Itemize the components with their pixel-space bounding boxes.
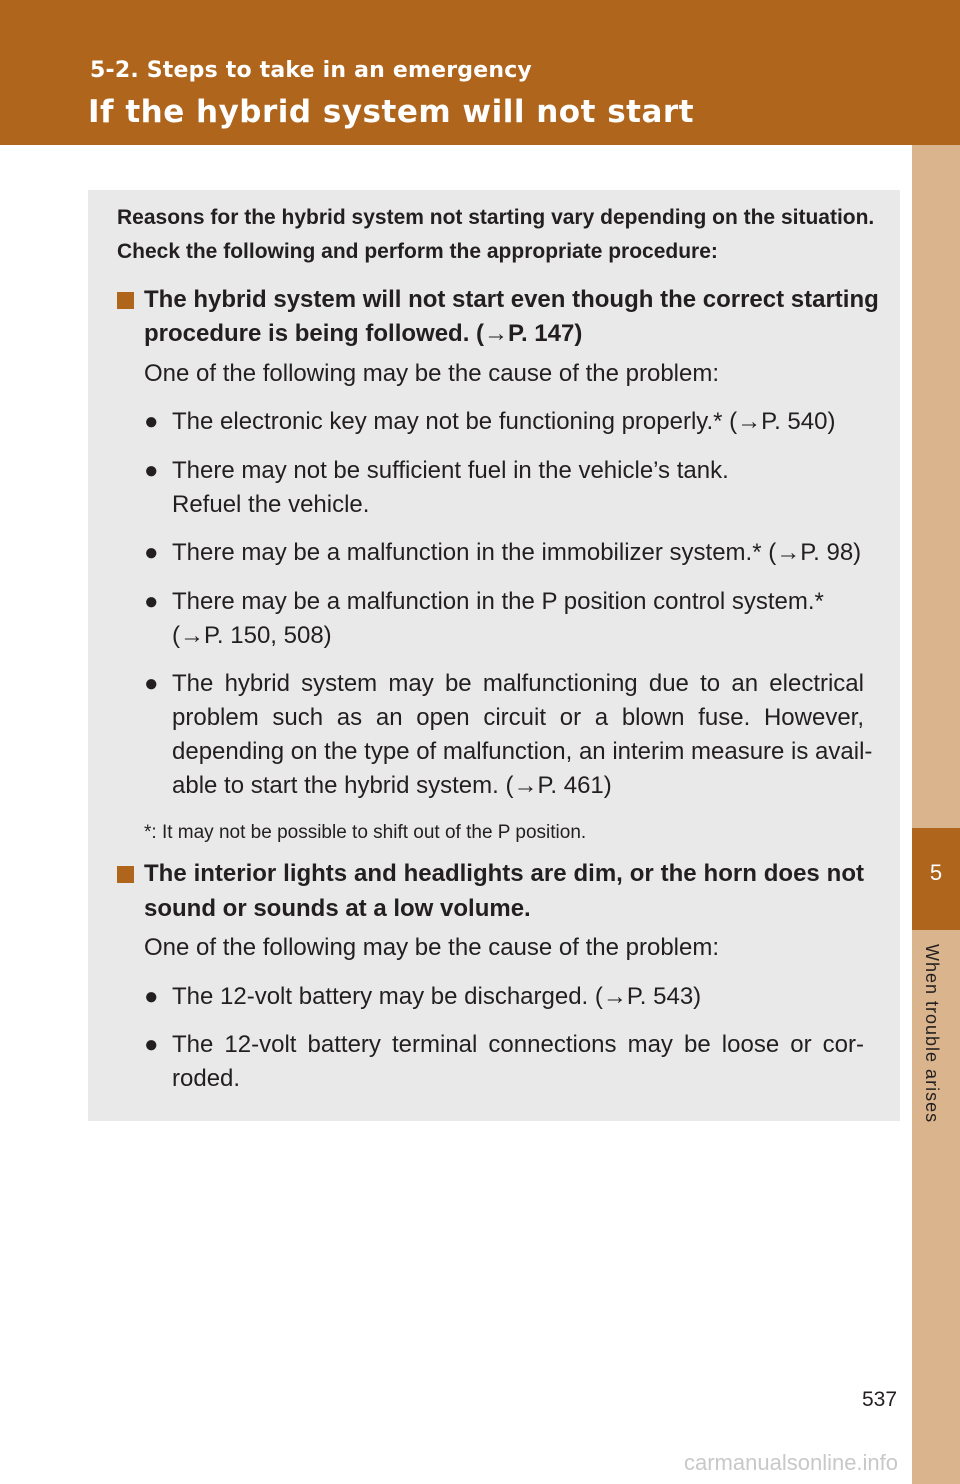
bullet-text: The 12-volt battery may be discharged. (→P. 543) [172,983,702,1010]
section-marker-square [117,866,134,883]
bullet-text: There may be a malfunction in the P position control system.* [172,588,824,615]
intro-line-1: Reasons for the hybrid system not starting vary depending on the situation. [117,206,875,229]
page-title: If the hybrid system will not start [88,94,695,130]
bullet-dot: ● [144,457,159,484]
section-marker-square [117,292,134,309]
side-tab [912,145,960,1484]
bullet-text: Refuel the vehicle. [172,491,370,518]
section2-heading-line-1: The interior lights and headlights are dim, or the horn does not [144,860,864,887]
bullet-dot: ● [144,1031,159,1058]
footnote: *: It may not be possible to shift out of the P position. [144,822,587,843]
bullet-text: problem such as an open circuit or a blown fuse. However, [172,704,864,731]
chapter-label: When trouble arises [922,944,942,1124]
bullet-dot: ● [144,670,159,697]
bullet-dot: ● [144,983,159,1010]
bullet-text: roded. [172,1065,241,1092]
section2-lead: One of the following may be the cause of the problem: [144,934,720,961]
bullet-text: The hybrid system may be malfunctioning due to an electrical [172,670,864,697]
bullet-dot: ● [144,539,159,566]
bullet-text: depending on the type of malfunction, an interim measure is avail- [172,738,873,765]
watermark: carmanualsonline.info [684,1450,899,1475]
bullet-text: The electronic key may not be functioning properly.* (→P. 540) [172,408,836,435]
bullet-text: There may not be sufficient fuel in the vehicle’s tank. [172,457,729,484]
section-label: 5-2. Steps to take in an emergency [90,58,532,83]
bullet-text: able to start the hybrid system. (→P. 461) [172,772,612,799]
section1-lead: One of the following may be the cause of the problem: [144,360,720,387]
bullet-text: (→P. 150, 508) [172,622,332,649]
intro-line-2: Check the following and perform the appropriate procedure: [117,240,718,263]
bullet-text: The 12-volt battery terminal connections may be loose or cor- [172,1031,864,1058]
bullet-dot: ● [144,588,159,615]
section1-heading-line-1: The hybrid system will not start even though the correct starting [144,286,879,313]
section1-heading-line-2: procedure is being followed. (→P. 147) [144,320,583,347]
chapter-number: 5 [929,860,943,885]
bullet-dot: ● [144,408,159,435]
bullet-text: There may be a malfunction in the immobilizer system.* (→P. 98) [172,539,862,566]
section2-heading-line-2: sound or sounds at a low volume. [144,895,531,922]
page-number: 537 [862,1388,898,1411]
